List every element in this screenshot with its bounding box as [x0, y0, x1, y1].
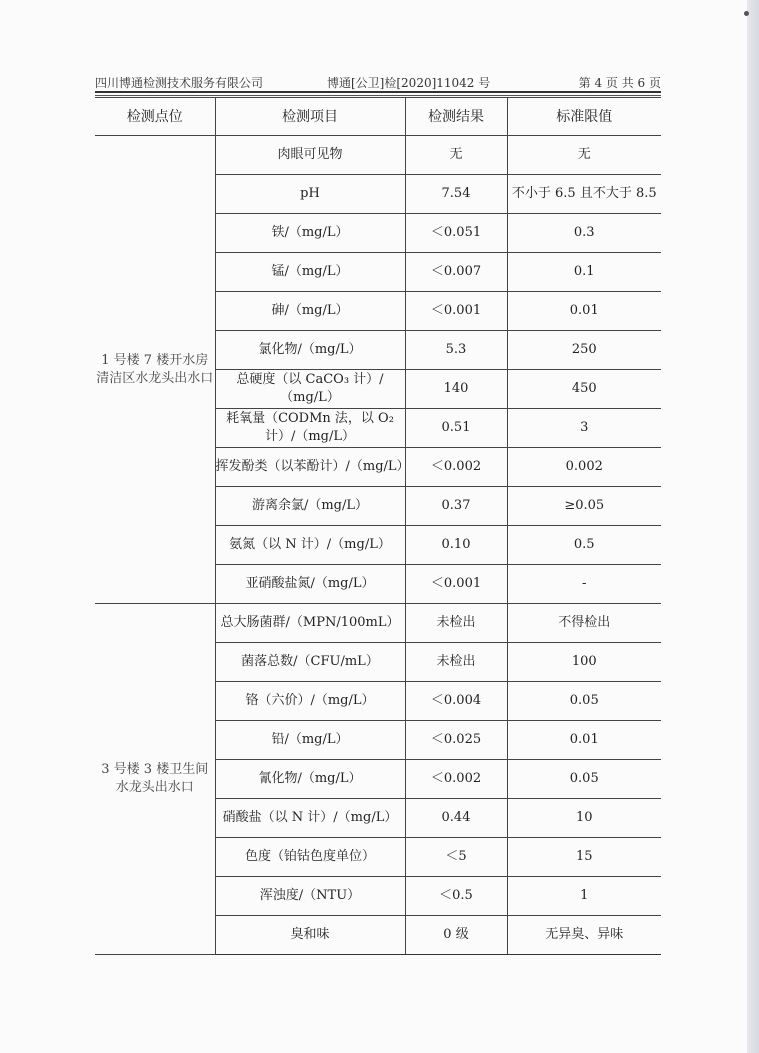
table-header-row — [95, 98, 661, 136]
item-cell: 浑浊度/（NTU） — [215, 877, 405, 916]
location-cell: 1 号楼 7 楼开水房清洁区水龙头出水口 — [95, 136, 215, 604]
result-cell: ＜0.007 — [405, 253, 507, 292]
result-cell: 0.37 — [405, 487, 507, 526]
item-cell: 菌落总数/（CFU/mL） — [215, 643, 405, 682]
result-cell: ＜0.001 — [405, 565, 507, 604]
table-row — [95, 136, 661, 175]
page-header — [95, 74, 661, 90]
item-cell: 挥发酚类（以苯酚计）/（mg/L） — [215, 448, 405, 487]
result-cell: ＜0.5 — [405, 877, 507, 916]
limit-cell: 0.01 — [507, 721, 661, 760]
limit-cell: 0.01 — [507, 292, 661, 331]
limit-cell: 不小于 6.5 且不大于 8.5 — [507, 175, 661, 214]
item-cell: 铅/（mg/L） — [215, 721, 405, 760]
limit-cell: ≥0.05 — [507, 487, 661, 526]
limit-cell: 0.3 — [507, 214, 661, 253]
header-rule-thin — [95, 95, 661, 96]
limit-cell: 15 — [507, 838, 661, 877]
limit-cell: 100 — [507, 643, 661, 682]
item-cell: 游离余氯/（mg/L） — [215, 487, 405, 526]
item-cell: 臭和味 — [215, 916, 405, 955]
limit-cell: 1 — [507, 877, 661, 916]
item-cell: 锰/（mg/L） — [215, 253, 405, 292]
result-cell: 无 — [405, 136, 507, 175]
item-cell: 总大肠菌群/（MPN/100mL） — [215, 604, 405, 643]
table-body — [95, 136, 661, 955]
limit-cell: 0.002 — [507, 448, 661, 487]
limit-cell: 3 — [507, 409, 661, 448]
limit-cell: - — [507, 565, 661, 604]
result-cell: ＜0.004 — [405, 682, 507, 721]
item-cell: 色度（铂钴色度单位） — [215, 838, 405, 877]
limit-cell: 无异臭、异味 — [507, 916, 661, 955]
result-cell: 未检出 — [405, 643, 507, 682]
result-cell: ＜0.001 — [405, 292, 507, 331]
scan-edge — [747, 0, 759, 1053]
result-cell: ＜0.025 — [405, 721, 507, 760]
col-header-location: 检测点位 — [95, 98, 215, 136]
item-cell: 肉眼可见物 — [215, 136, 405, 175]
result-cell: 0.51 — [405, 409, 507, 448]
header-page-number: 第 4 页 共 6 页 — [578, 76, 661, 90]
limit-cell: 0.05 — [507, 682, 661, 721]
item-cell: 硝酸盐（以 N 计）/（mg/L） — [215, 799, 405, 838]
item-cell: 铁/（mg/L） — [215, 214, 405, 253]
table-row — [95, 604, 661, 643]
result-cell: 0.10 — [405, 526, 507, 565]
col-header-result: 检测结果 — [405, 98, 507, 136]
result-cell: 0 级 — [405, 916, 507, 955]
header-company: 四川博通检测技术服务有限公司 — [95, 76, 264, 90]
limit-cell: 450 — [507, 370, 661, 409]
header-doc-number: 博通[公卫]检[2020]11042 号 — [327, 76, 491, 90]
item-cell: 砷/（mg/L） — [215, 292, 405, 331]
results-table — [95, 97, 661, 955]
result-cell: ＜0.051 — [405, 214, 507, 253]
limit-cell: 0.5 — [507, 526, 661, 565]
limit-cell: 250 — [507, 331, 661, 370]
result-cell: 未检出 — [405, 604, 507, 643]
result-cell: 140 — [405, 370, 507, 409]
result-cell: ＜5 — [405, 838, 507, 877]
limit-cell: 无 — [507, 136, 661, 175]
result-cell: 5.3 — [405, 331, 507, 370]
item-cell: 氨氮（以 N 计）/（mg/L） — [215, 526, 405, 565]
item-cell: 氯化物/（mg/L） — [215, 331, 405, 370]
item-cell: 耗氧量（CODMn 法，以 O₂ 计）/（mg/L） — [215, 409, 405, 448]
result-cell: ＜0.002 — [405, 448, 507, 487]
result-cell: 7.54 — [405, 175, 507, 214]
item-cell: pH — [215, 175, 405, 214]
item-cell: 铬（六价）/（mg/L） — [215, 682, 405, 721]
col-header-limit: 标准限值 — [507, 98, 661, 136]
header-rule — [95, 91, 661, 93]
limit-cell: 0.1 — [507, 253, 661, 292]
item-cell: 氰化物/（mg/L） — [215, 760, 405, 799]
result-cell: ＜0.002 — [405, 760, 507, 799]
limit-cell: 不得检出 — [507, 604, 661, 643]
limit-cell: 0.05 — [507, 760, 661, 799]
col-header-item: 检测项目 — [215, 98, 405, 136]
scan-mark — [744, 11, 749, 16]
result-cell: 0.44 — [405, 799, 507, 838]
location-cell: 3 号楼 3 楼卫生间水龙头出水口 — [95, 604, 215, 955]
item-cell: 总硬度（以 CaCO₃ 计）/（mg/L） — [215, 370, 405, 409]
limit-cell: 10 — [507, 799, 661, 838]
item-cell: 亚硝酸盐氮/（mg/L） — [215, 565, 405, 604]
